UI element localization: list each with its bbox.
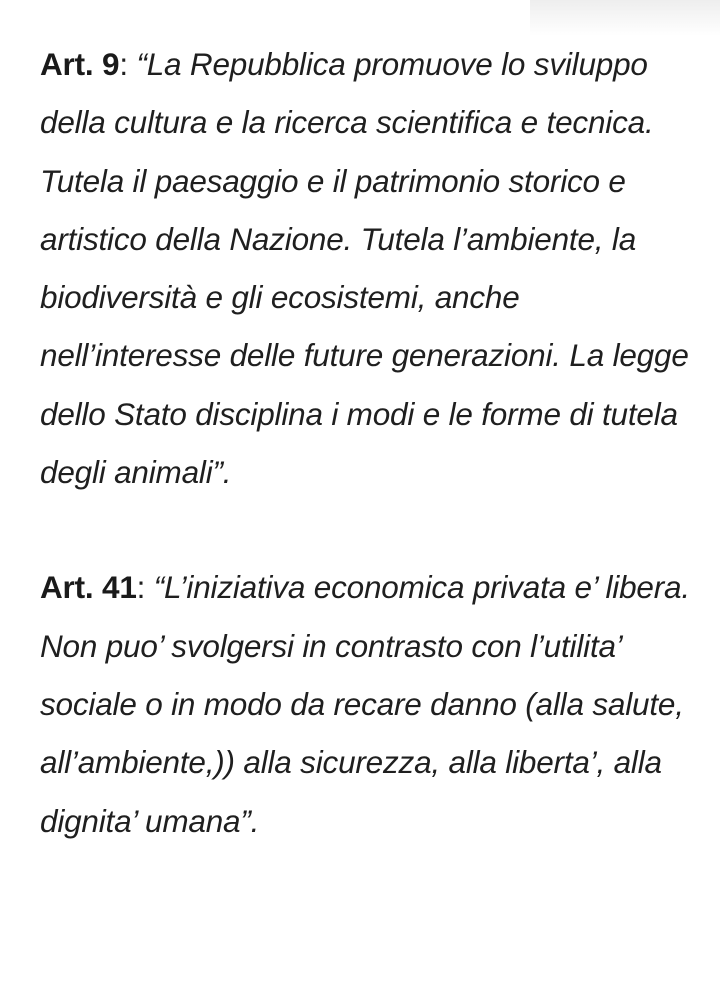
article-41-text: “L’iniziativa economica privata e’ libera. Non puo’ svolgersi in contrasto con l’utilita’ sociale o in modo da recare danno (alla salute, all’ambiente,)) alla sicurezza, alla liberta’, alla dignita’ umana”. [40, 569, 690, 839]
article-9-separator: : [119, 46, 137, 82]
article-41-paragraph [40, 558, 690, 849]
article-9-label: Art. 9 [40, 46, 120, 82]
faint-corner-artifact [530, 0, 720, 36]
article-41-label: Art. 41 [40, 569, 137, 606]
article-41-separator: : [136, 569, 154, 606]
article-9-paragraph [40, 35, 690, 501]
article-9-text: “La Repubblica promuove lo sviluppo della cultura e la ricerca scientifica e tecnica. Tutela il paesaggio e il patrimonio storico e artistico della Nazione. Tutela l’ambiente, la biodiversità e gli ecosistemi, anche nell’interesse delle future generazioni. La legge dello Stato disciplina i modi e le forme di tutela degli animali”. [40, 46, 689, 491]
